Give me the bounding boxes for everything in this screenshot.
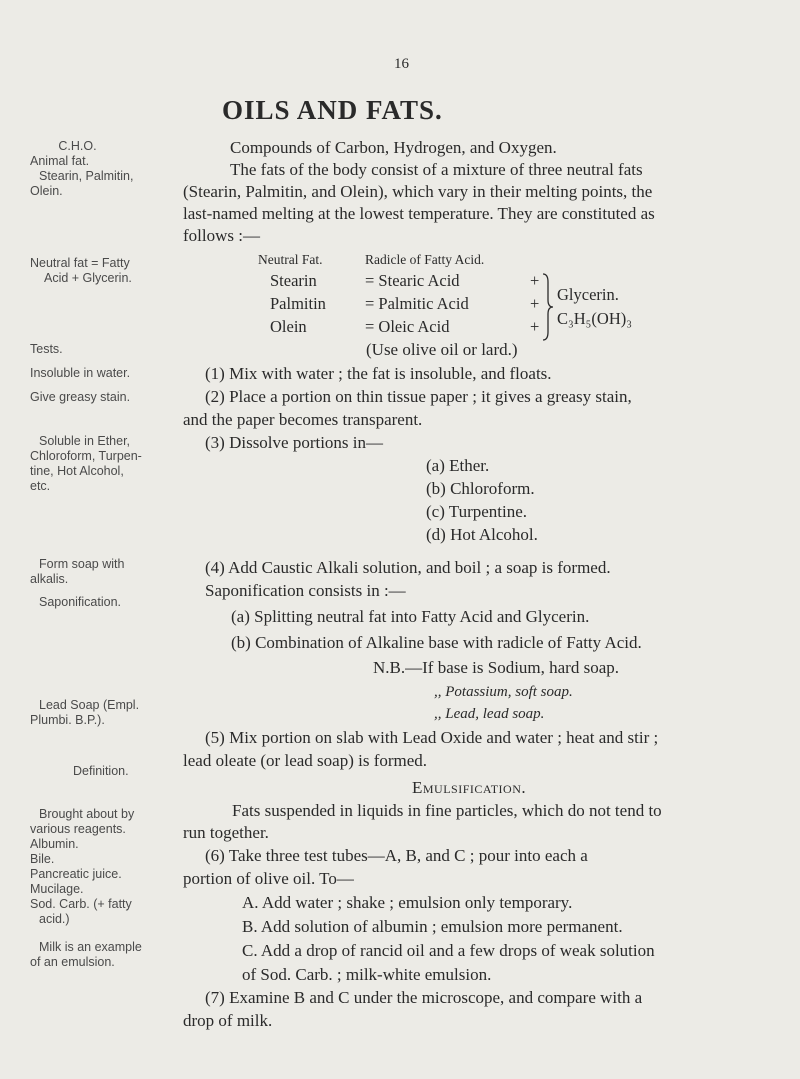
test-3a: (a) Ether. (426, 456, 490, 475)
test-3d: (d) Hot Alcohol. (426, 525, 538, 544)
margin-note-greasy: Give greasy stain. (30, 390, 131, 404)
page-number: 16 (394, 56, 409, 72)
emulsion-a: A. Add water ; shake ; emulsion only temporary. (242, 893, 573, 912)
emulsion-c1: C. Add a drop of rancid oil and a few drops of weak solution (242, 941, 655, 960)
test-4: (4) Add Caustic Alkali solution, and boil ; a soap is formed. (205, 558, 611, 577)
margin-note-milk: Milk is an example of an emulsion. (30, 940, 142, 969)
table-fat-stearin: Stearin (270, 271, 317, 290)
table-plus-2: + (530, 294, 540, 313)
right-brace (541, 272, 555, 342)
test-1: (1) Mix with water ; the fat is insoluble, and floats. (205, 364, 552, 383)
definition-line-2: run together. (183, 823, 269, 842)
saponification-a: (a) Splitting neutral fat into Fatty Acid and Glycerin. (231, 607, 590, 626)
intro-line-1: Compounds of Carbon, Hydrogen, and Oxygen. (230, 138, 557, 157)
margin-note-cho: C.H.O. (58, 139, 97, 153)
saponification-intro: Saponification consists in :— (205, 581, 406, 600)
margin-note-soluble: Soluble in Ether, Chloroform, Turpen- tine, Hot Alcohol, etc. (30, 434, 142, 493)
intro-line-3: (Stearin, Palmitin, and Olein), which vary in their melting points, the (183, 182, 653, 201)
margin-note-definition: Definition. (73, 764, 129, 778)
table-plus-1: + (530, 271, 540, 290)
table-header-fat: Neutral Fat. (258, 252, 323, 267)
table-note: (Use olive oil or lard.) (366, 340, 518, 359)
test-6b: portion of olive oil. To— (183, 869, 354, 888)
margin-note-animal-fat: Animal fat. Stearin, Palmitin, Olein. (30, 154, 134, 198)
saponification-b: (b) Combination of Alkaline base with radicle of Fatty Acid. (231, 633, 642, 652)
table-glycerin: Glycerin. (557, 285, 619, 304)
test-7b: drop of milk. (183, 1011, 273, 1030)
margin-note-insoluble: Insoluble in water. (30, 366, 131, 380)
margin-note-neutral-fat: Neutral fat = Fatty Acid + Glycerin. (30, 256, 132, 285)
emulsion-c2: of Sod. Carb. ; milk-white emulsion. (242, 965, 492, 984)
test-3b: (b) Chloroform. (426, 479, 535, 498)
emulsification-heading: Emulsification. (412, 778, 527, 797)
intro-line-2: The fats of the body consist of a mixture of three neutral fats (230, 160, 643, 179)
table-formula: C₃H₅(OH)₃ (557, 309, 632, 328)
margin-note-lead-soap: Lead Soap (Empl. Plumbi. B.P.). (30, 698, 140, 727)
test-6a: (6) Take three test tubes—A, B, and C ; pour into each a (205, 846, 588, 865)
margin-note-brought-about: Brought about by various reagents. Albumin. Bile. Pancreatic juice. Mucilage. Sod. Carb. (+ fatty acid.) (30, 807, 135, 926)
test-5a: (5) Mix portion on slab with Lead Oxide and water ; heat and stir ; (205, 728, 659, 747)
test-7a: (7) Examine B and C under the microscope, and compare with a (205, 988, 643, 1007)
margin-note-form-soap: Form soap with alkalis. (30, 557, 125, 586)
definition-line-1: Fats suspended in liquids in fine particles, which do not tend to (232, 801, 662, 820)
table-header-acid: Radicle of Fatty Acid. (365, 252, 485, 267)
test-5b: lead oleate (or lead soap) is formed. (183, 751, 428, 770)
intro-line-5: follows :— (183, 226, 260, 245)
table-plus-3: + (530, 317, 540, 336)
margin-note-tests: Tests. (30, 342, 63, 356)
page-title: OILS AND FATS. (222, 95, 443, 125)
test-2b: and the paper becomes transparent. (183, 410, 423, 429)
emulsion-b: B. Add solution of albumin ; emulsion more permanent. (242, 917, 623, 936)
margin-note-saponification: Saponification. (39, 595, 122, 609)
intro-line-4: last-named melting at the lowest temperature. They are constituted as (183, 204, 655, 223)
nb-potassium: ,, Potassium, soft soap. (434, 684, 573, 700)
table-fat-olein: Olein (270, 317, 307, 336)
table-fat-palmitin: Palmitin (270, 294, 326, 313)
nb-sodium: N.B.—If base is Sodium, hard soap. (373, 658, 620, 677)
table-acid-stearic: = Stearic Acid (365, 271, 460, 290)
test-2a: (2) Place a portion on thin tissue paper ; it gives a greasy stain, (205, 387, 632, 406)
nb-lead: ,, Lead, lead soap. (434, 706, 545, 722)
table-acid-palmitic: = Palmitic Acid (365, 294, 469, 313)
table-acid-oleic: = Oleic Acid (365, 317, 450, 336)
test-3c: (c) Turpentine. (426, 502, 528, 521)
test-3: (3) Dissolve portions in— (205, 433, 384, 452)
